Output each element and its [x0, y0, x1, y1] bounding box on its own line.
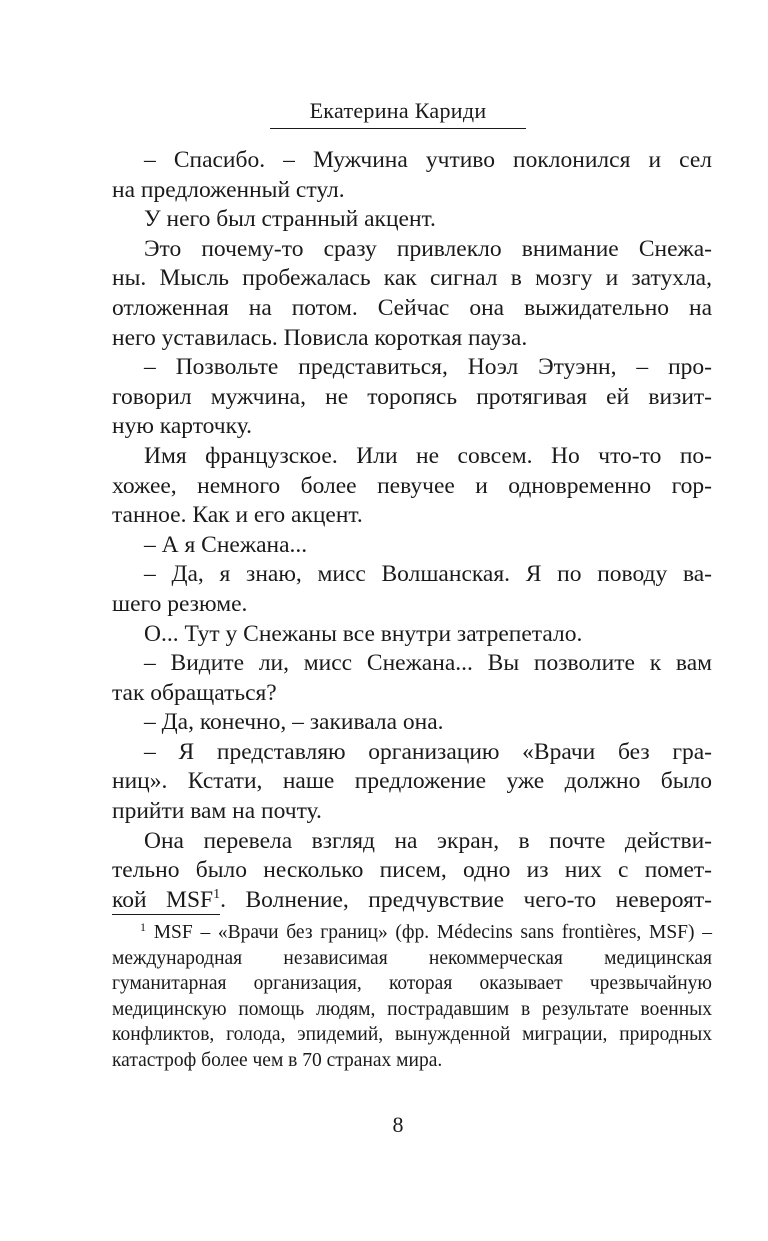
footnote-marker: 1 [140, 920, 146, 934]
text-line: на предложенный стул. [112, 176, 345, 203]
text-line: шего резюме. [112, 590, 248, 617]
text-line: тельно было несколько писем, одно из них с помет- [112, 857, 712, 884]
text-line: . Волнение, предчувствие чего-то невероят- [220, 886, 713, 913]
paragraph [112, 560, 712, 590]
text-line: хожее, немного более певучее и одновременно гор- [112, 472, 712, 499]
paragraph-cont [112, 767, 712, 797]
paragraph [112, 738, 712, 768]
text-line: ны. Мысль пробежалась как сигнал в мозгу и затухла, [112, 265, 712, 292]
paragraph-cont [112, 679, 712, 709]
paragraph-cont [112, 501, 712, 531]
paragraph-cont [112, 412, 712, 442]
text-line: прийти вам на почту. [112, 798, 322, 825]
text-line: Имя французское. Или не совсем. Но что-то по- [144, 442, 712, 469]
text-line: – Да, я знаю, мисс Волшанская. Я по поводу ва- [144, 561, 712, 588]
text-line: – Да, конечно, – закивала она. [144, 709, 444, 736]
text-line: – Я представляю организацию «Врачи без гра- [144, 738, 712, 765]
paragraph-cont [112, 472, 712, 502]
text-line: Она перевела взгляд на экран, в почте действи- [144, 827, 712, 854]
text-line: ниц». Кстати, наше предложение уже должно было [112, 768, 712, 795]
paragraph [112, 146, 712, 176]
text-line: – Позвольте представиться, Ноэл Этуэнн, – про- [144, 354, 712, 381]
header-rule [270, 128, 526, 129]
text-line: так обращаться? [112, 679, 277, 706]
paragraph-cont [112, 176, 712, 206]
footnote-reference[interactable]: 1 [213, 886, 221, 902]
paragraph [112, 708, 712, 738]
paragraph-cont [112, 797, 712, 827]
footnote-rule [112, 914, 220, 915]
paragraph [112, 205, 712, 235]
paragraph [112, 353, 712, 383]
paragraph [112, 442, 712, 472]
paragraph-cont [112, 383, 712, 413]
body-text [112, 146, 712, 915]
text-line: – А я Снежана... [144, 531, 308, 558]
paragraph-cont [112, 294, 712, 324]
paragraph-cont [112, 590, 712, 620]
text-line: него уставилась. Повисла короткая пауза. [112, 324, 528, 351]
page-number: 8 [392, 1112, 404, 1137]
paragraph [112, 620, 712, 650]
paragraph [112, 235, 712, 265]
text-line: Это почему-то сразу привлекло внимание Снежа- [144, 235, 712, 262]
footnote-text: MSF – «Врачи без границ» (фр. Médecins sans frontières, MSF) – международная независимая некоммерческая медицинская гуманитарная организация, которая оказывает чрезвычайную медицинскую помощь людям, пострадавшим в результате военных конфликтов, голода, эпидемий, вынужденной миграции, природных катастроф более чем в 70 странах мира. [112, 922, 712, 1071]
paragraph-cont [112, 886, 712, 916]
text-line: танное. Как и его акцент. [112, 502, 363, 529]
footnote [112, 920, 712, 1074]
paragraph-cont [112, 264, 712, 294]
text-line: отложенная на потом. Сейчас она выжидательно на [112, 294, 712, 321]
paragraph [112, 649, 712, 679]
text-line: У него был странный акцент. [144, 206, 436, 233]
text-line: говорил мужчина, не торопясь протягивая ей визит- [112, 383, 712, 410]
text-line: – Видите ли, мисс Снежана... Вы позволите к вам [144, 650, 712, 677]
paragraph-cont [112, 856, 712, 886]
text-line: кой MSF [112, 886, 214, 913]
text-line: – Спасибо. – Мужчина учтиво поклонился и сел [144, 147, 712, 173]
text-line: ную карточку. [112, 413, 252, 440]
paragraph [112, 827, 712, 857]
paragraph-cont [112, 324, 712, 354]
paragraph [112, 531, 712, 561]
text-line: О... Тут у Снежаны все внутри затрепетало. [144, 620, 583, 647]
running-header: Екатерина Кариди [309, 98, 487, 123]
